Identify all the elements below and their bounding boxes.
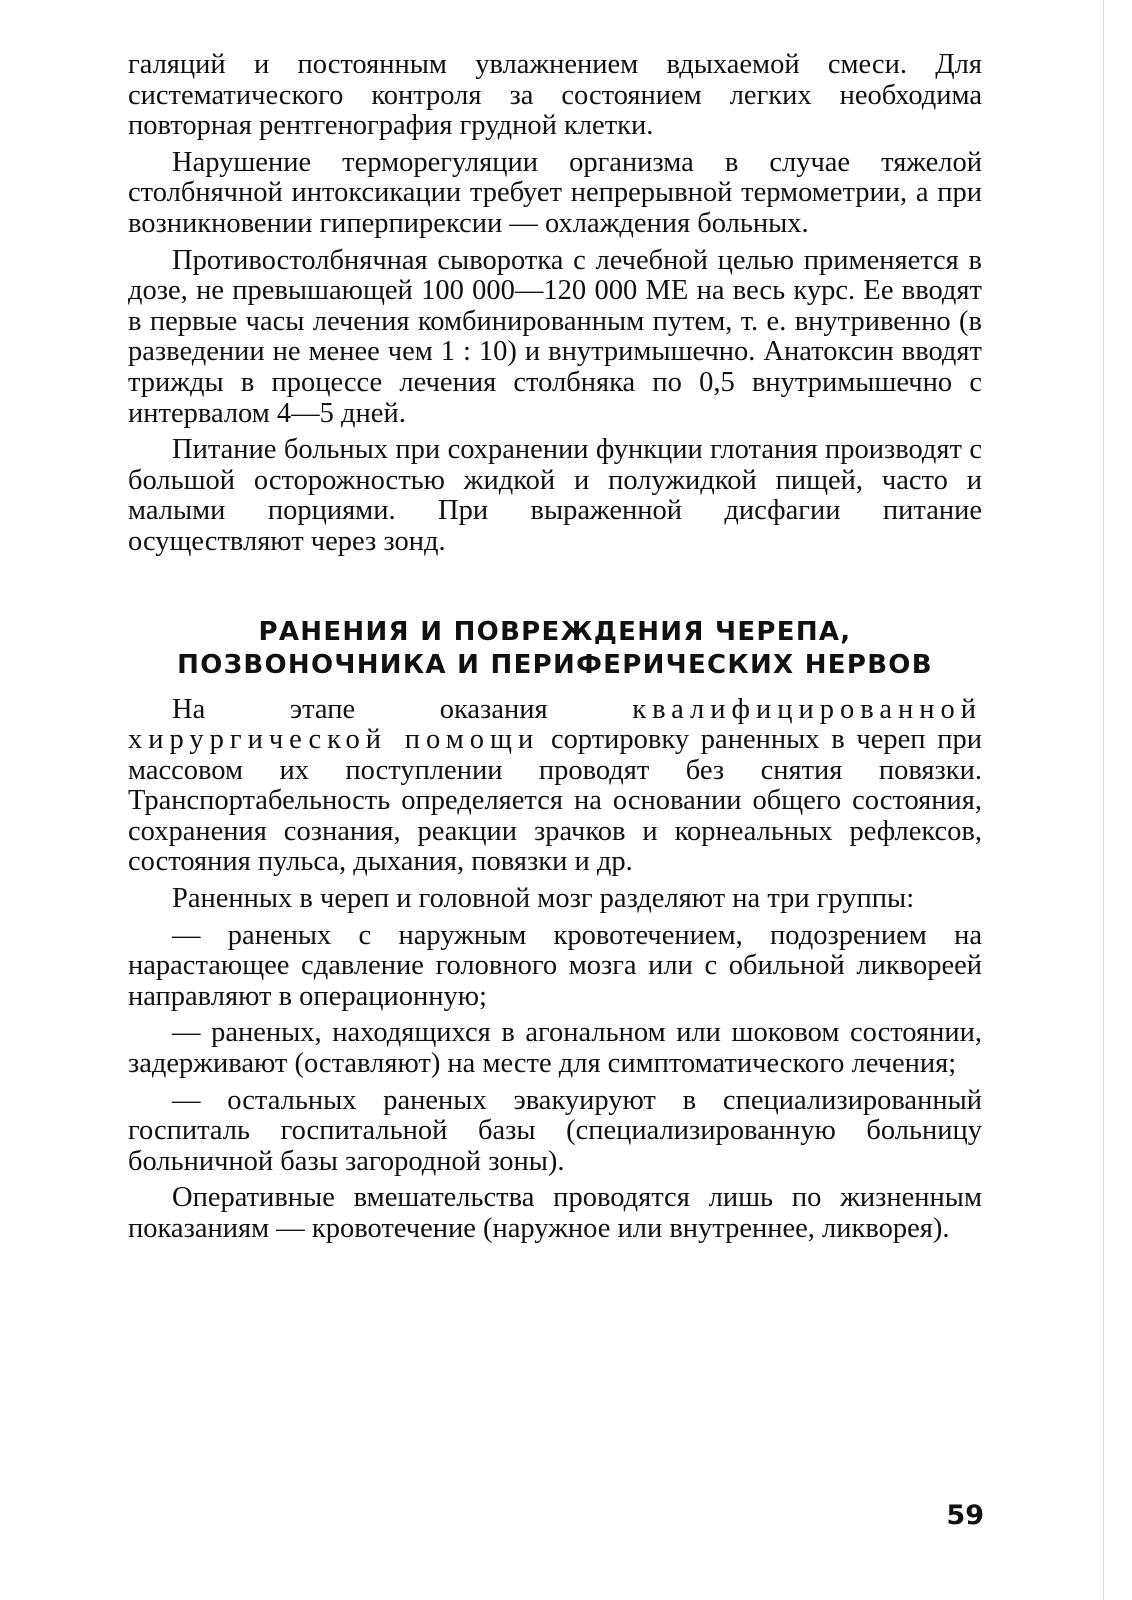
triage-rest: сортировку раненных в череп при массовом их поступлении проводят без снятия повязки. Транспортабельность определяется на основании общего состояния, сохранения сознания, реакции зрачков и корнеальных рефлексов, состояния пульса, дыхания, повязки и др. [128,724,982,878]
paragraph-nutrition: Питание больных при сохранении функции глотания производят с большой осторожностью жидкой и полужидкой пищей, часто и малыми порциями. При выраженной дисфагии питание осуществляют через зонд. [128,434,982,557]
list-item-group-2: — раненых, находящихся в агональном или шоковом состоянии, задерживают (оставляют) на месте для симптоматического лечения; [128,1017,982,1080]
paragraph-continuation: галяций и постоянным увлажнением вдыхаемой смеси. Для систематического контроля за состоянием легких необходима повторная рентгенография грудной клетки. [128,49,982,142]
paragraph-triage [128,695,982,879]
triage-emphasis: квалифицированной хирургической помощи [128,693,982,756]
paragraph-thermoregulation: Нарушение терморегуляции организма в случае тяжелой столбнячной интоксикации требует непрерывной термометрии, а при возникновении гиперпирексии — охлаждения больных. [128,146,982,239]
triage-lead: На этапе оказания [172,693,633,725]
paragraph-operations: Оперативные вмешательства проводятся лишь по жизненным показаниям — кровотечение (наружное или внутреннее, ликворея). [128,1182,982,1244]
paragraph-antitetanus-serum: Противостолбнячная сыворотка с лечебной целью применяется в дозе, не превышающей 100 000—120 000 МЕ на весь курс. Ее вводят в первые часы лечения комбинированным путем, т. е. внутривенно (в разведении не менее чем 1 : 10) и внутримышечно. Анатоксин вводят трижды в процессе лечения столбняка по 0,5 внутримышечно с интервалом 4—5 дней. [128,244,982,429]
page-number: 59 [946,1500,984,1531]
page-body [128,50,982,1251]
list-item-group-3: — остальных раненых эвакуируют в специализированный госпиталь госпитальной базы (специализированную больницу больничной базы загородной зоны). [128,1084,982,1177]
paragraph-groups-intro: Раненных в череп и головной мозг разделяют на три группы: [172,883,915,915]
list-item-group-1: — раненых с наружным кровотечением, подозрением на нарастающее сдавление головного мозга или с обильной ликвореей направляют в операционную; [128,919,982,1012]
section-heading [128,616,982,682]
section-heading-line-2: ПОЗВОНОЧНИКА И ПЕРИФЕРИЧЕСКИХ НЕРВОВ [177,649,933,680]
section-heading-line-1: РАНЕНИЯ И ПОВРЕЖДЕНИЯ ЧЕРЕПА, [258,616,852,647]
